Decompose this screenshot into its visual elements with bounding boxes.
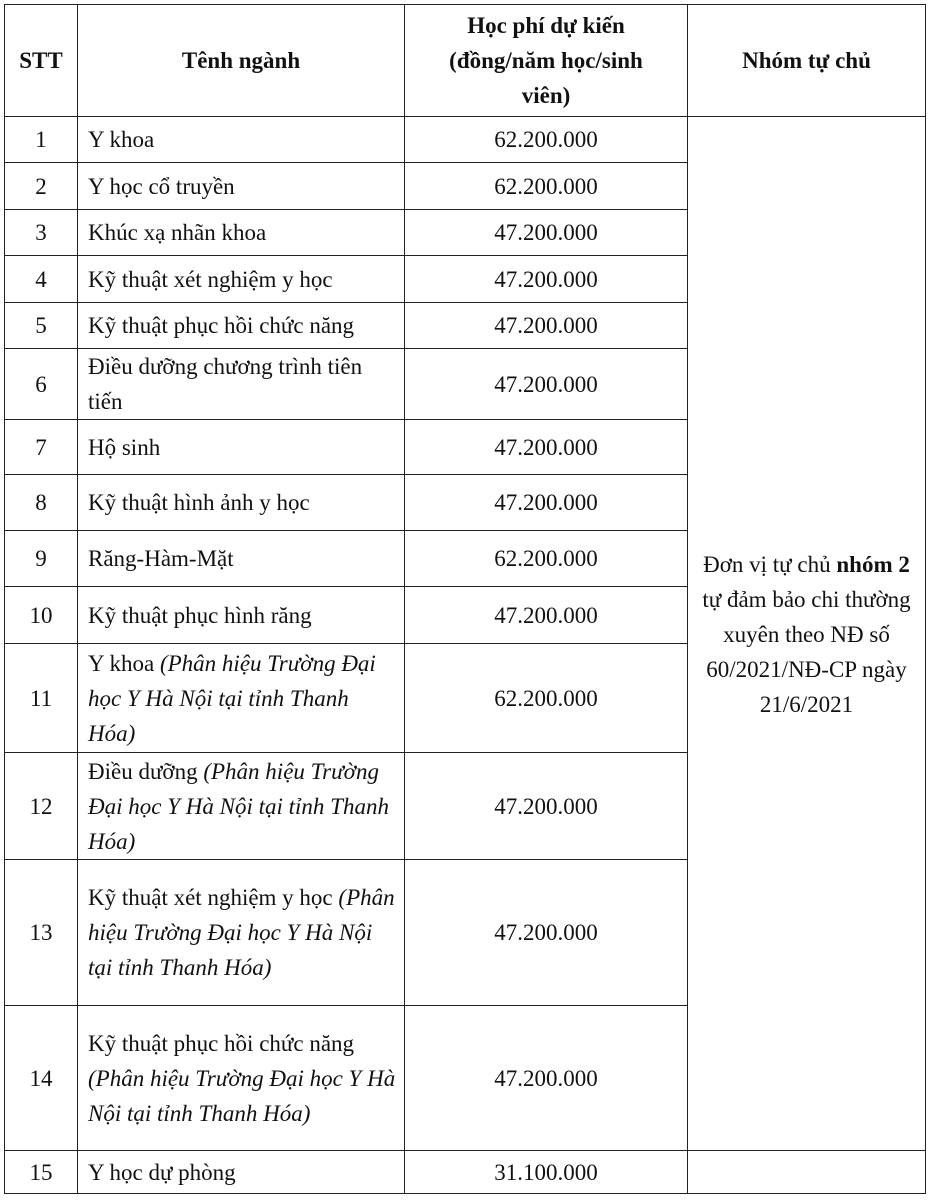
cell-program-name (78, 753, 405, 860)
cell-program-name (78, 860, 405, 1006)
cell-stt: 9 (5, 531, 78, 587)
cell-program-name (78, 1151, 405, 1194)
cell-stt: 15 (5, 1151, 78, 1194)
program-name: Kỹ thuật phục hình răng (88, 602, 312, 628)
header-group: Nhóm tự chủ (688, 5, 926, 117)
program-name: Kỹ thuật xét nghiệm y học (88, 266, 333, 292)
program-name: Kỹ thuật hình ảnh y học (88, 490, 310, 515)
cell-program-name (78, 163, 405, 210)
table-header-row (5, 5, 926, 117)
cell-program-name (78, 531, 405, 587)
cell-program-name (78, 117, 405, 163)
cell-program-name (78, 210, 405, 256)
program-name: Y khoa (88, 127, 155, 152)
header-fee-line1: Học phí dự kiến (467, 13, 625, 38)
autonomy-group-note (696, 547, 917, 722)
cell-fee: 62.200.000 (405, 163, 688, 210)
program-name: Y học cổ truyền (88, 173, 235, 199)
cell-stt: 13 (5, 860, 78, 1006)
group-note-part1: Đơn vị tự chủ (703, 552, 837, 577)
cell-autonomy-group (688, 117, 926, 1151)
program-name: Y học dự phòng (88, 1159, 236, 1185)
group-note-bold: nhóm 2 (836, 552, 910, 577)
header-fee (405, 5, 688, 117)
cell-fee: 47.200.000 (405, 349, 688, 420)
cell-fee: 62.200.000 (405, 644, 688, 753)
cell-program-name (78, 256, 405, 303)
program-note: (Phân hiệu Trường Đại học Y Hà Nội tại tỉnh Thanh Hóa) (88, 650, 376, 746)
cell-program-name (78, 475, 405, 531)
program-name: Khúc xạ nhãn khoa (88, 220, 267, 245)
header-fee-line3: viên) (521, 83, 571, 108)
cell-fee: 47.200.000 (405, 256, 688, 303)
cell-program-name (78, 420, 405, 475)
program-name: Hộ sinh (88, 434, 161, 460)
cell-fee: 47.200.000 (405, 1006, 688, 1151)
program-name: Răng-Hàm-Mặt (88, 546, 234, 571)
cell-stt: 8 (5, 475, 78, 531)
cell-fee: 31.100.000 (405, 1151, 688, 1194)
cell-fee: 47.200.000 (405, 210, 688, 256)
cell-fee: 47.200.000 (405, 587, 688, 644)
program-name: Điều dưỡng (88, 758, 198, 784)
cell-stt: 4 (5, 256, 78, 303)
cell-stt: 12 (5, 753, 78, 860)
program-name: Điều dưỡng chương trình tiên tiến (88, 354, 363, 414)
tuition-table (4, 4, 926, 1194)
program-note: (Phân hiệu Trường Đại học Y Hà Nội tại tỉnh Thanh Hóa) (88, 758, 389, 854)
cell-fee: 62.200.000 (405, 531, 688, 587)
table-row (5, 1151, 926, 1194)
header-fee-line2: (đồng/năm học/sinh (449, 48, 643, 73)
cell-stt: 10 (5, 587, 78, 644)
cell-program-name (78, 303, 405, 349)
cell-fee: 47.200.000 (405, 303, 688, 349)
cell-stt: 14 (5, 1006, 78, 1151)
cell-group-empty (688, 1151, 926, 1194)
program-name: Y khoa (88, 650, 155, 676)
cell-stt: 7 (5, 420, 78, 475)
group-note-part2: tự đảm bảo chi thường xuyên theo NĐ số 60/2021/NĐ-CP ngày 21/6/2021 (702, 587, 911, 717)
program-note: (Phân hiệu Trường Đại học Y Hà Nội tại tỉnh Thanh Hóa) (88, 1065, 396, 1126)
cell-stt: 1 (5, 117, 78, 163)
cell-fee: 62.200.000 (405, 117, 688, 163)
header-stt: STT (5, 5, 78, 117)
program-name: Kỹ thuật phục hồi chức năng (88, 313, 355, 338)
cell-fee: 47.200.000 (405, 475, 688, 531)
cell-fee: 47.200.000 (405, 753, 688, 860)
cell-fee: 47.200.000 (405, 860, 688, 1006)
program-note: (Phân hiệu Trường Đại học Y Hà Nội tại tỉnh Thanh Hóa) (88, 885, 395, 980)
program-name: Kỹ thuật xét nghiệm y học (88, 885, 333, 910)
cell-program-name (78, 1006, 405, 1151)
cell-stt: 11 (5, 644, 78, 753)
cell-stt: 3 (5, 210, 78, 256)
cell-stt: 6 (5, 349, 78, 420)
cell-fee: 47.200.000 (405, 420, 688, 475)
cell-program-name (78, 349, 405, 420)
table-row (5, 117, 926, 163)
cell-program-name (78, 587, 405, 644)
cell-stt: 5 (5, 303, 78, 349)
program-name: Kỹ thuật phục hồi chức năng (88, 1030, 355, 1056)
cell-program-name (78, 644, 405, 753)
header-name: Tênh ngành (78, 5, 405, 117)
cell-stt: 2 (5, 163, 78, 210)
